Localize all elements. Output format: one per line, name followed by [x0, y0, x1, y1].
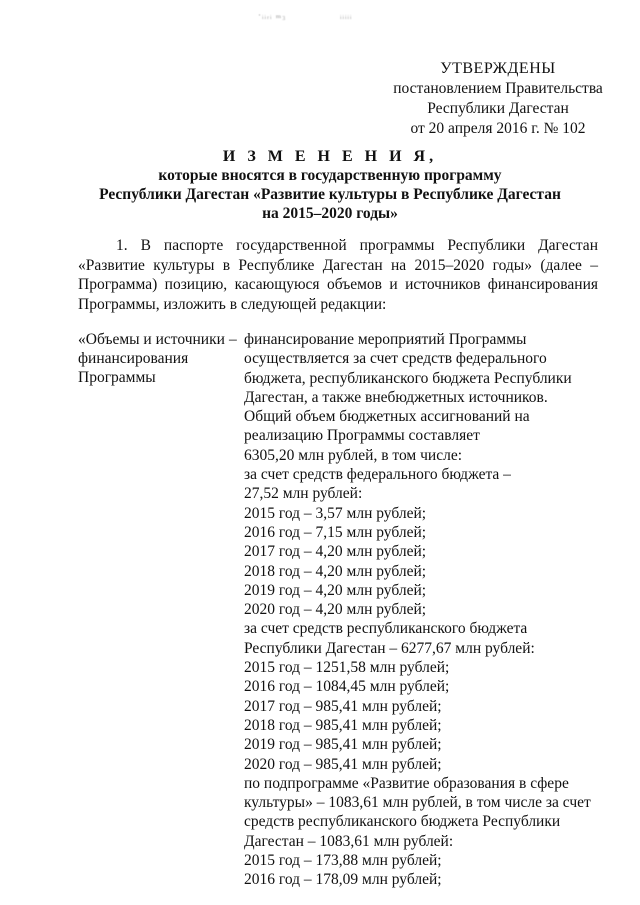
title-heading: И З М Е Н Е Н И Я, [222, 148, 438, 165]
funding-line: Республики Дагестан – 6277,67 млн рублей: [244, 639, 535, 657]
approval-block [388, 59, 608, 139]
funding-line: по подпрограмме «Развитие образования в сфере [244, 774, 569, 792]
funding-line: финансирование мероприятий Программы [244, 331, 527, 348]
approval-date: от 20 апреля 2016 г. № 102 [410, 120, 586, 137]
funding-line: 2020 год – 985,41 млн рублей; [244, 755, 442, 773]
funding-line: 27,52 млн рублей: [244, 485, 363, 503]
funding-line: 2016 год – 1084,45 млн рублей; [244, 678, 450, 696]
left-cell-line: «Объемы и источники [78, 331, 225, 348]
funding-line: 2015 год – 1251,58 млн рублей; [244, 659, 450, 677]
funding-line: 2016 год – 7,15 млн рублей; [244, 523, 427, 541]
funding-line: за счет средств республиканского бюджета [244, 620, 528, 638]
approval-line: постановлением Правительства [393, 80, 603, 97]
funding-line: 2017 год – 985,41 млн рублей; [244, 697, 442, 715]
table-left-column [78, 330, 238, 387]
funding-line: реализацию Программы составляет [244, 427, 480, 445]
scan-mark-right: ᵢᵢᵢᵢᵢ [340, 10, 353, 20]
paragraph-1: 1. В паспорте государственной программы Республики Дагестан «Развитие культуры в Республике Дагестан на 2015–2020 годы» (далее – Программа) позицию, касающуюся объемов и источников финансирования Программы, изложить в следующей редакции: [78, 237, 598, 313]
table-dash: – [229, 331, 237, 348]
left-cell-line: финансирования [78, 350, 189, 367]
funding-line: 2015 год – 173,88 млн рублей; [244, 852, 442, 870]
funding-line: 2018 год – 985,41 млн рублей; [244, 716, 442, 734]
funding-line: 2015 год – 3,57 млн рублей; [244, 504, 427, 522]
funding-line: Дагестан – 1083,61 млн рублей: [244, 832, 454, 850]
title-line: Республики Дагестан «Развитие культуры в Республике Дагестан [99, 186, 561, 203]
approval-heading: УТВЕРЖДЕНЫ [440, 60, 556, 77]
funding-line: 2020 год – 4,20 млн рублей; [244, 601, 427, 619]
funding-line: за счет средств федерального бюджета – [244, 466, 511, 484]
title-line: на 2015–2020 годы» [262, 205, 398, 222]
funding-line: 6305,20 млн рублей, в том числе: [244, 446, 463, 464]
funding-line: 2017 год – 4,20 млн рублей; [244, 543, 427, 561]
scan-mark-left: ·ᵢᵢᵣᵢ ₘ₃ [258, 10, 287, 20]
funding-line: Общий объем бюджетных ассигнований на [244, 408, 530, 426]
funding-line: 2019 год – 985,41 млн рублей; [244, 736, 442, 754]
approval-line: Республики Дагестан [427, 100, 569, 117]
funding-line: 2018 год – 4,20 млн рублей; [244, 562, 427, 580]
funding-line: бюджета, республиканского бюджета Республики [244, 369, 572, 387]
table-right-column [244, 330, 604, 890]
funding-line: 2019 год – 4,20 млн рублей; [244, 581, 427, 599]
funding-line: осуществляется за счет средств федерального [244, 350, 547, 368]
funding-line: 2016 год – 178,09 млн рублей; [244, 871, 442, 889]
document-title [60, 147, 600, 223]
title-line: которые вносятся в государственную программу [158, 167, 502, 184]
funding-line: Дагестан, а также внебюджетных источников. [244, 388, 548, 406]
funding-line: средств республиканского бюджета Республики [244, 813, 561, 831]
funding-line: культуры» – 1083,61 млн рублей, в том числе за счет [244, 794, 591, 812]
left-cell-line: Программы [78, 369, 156, 386]
